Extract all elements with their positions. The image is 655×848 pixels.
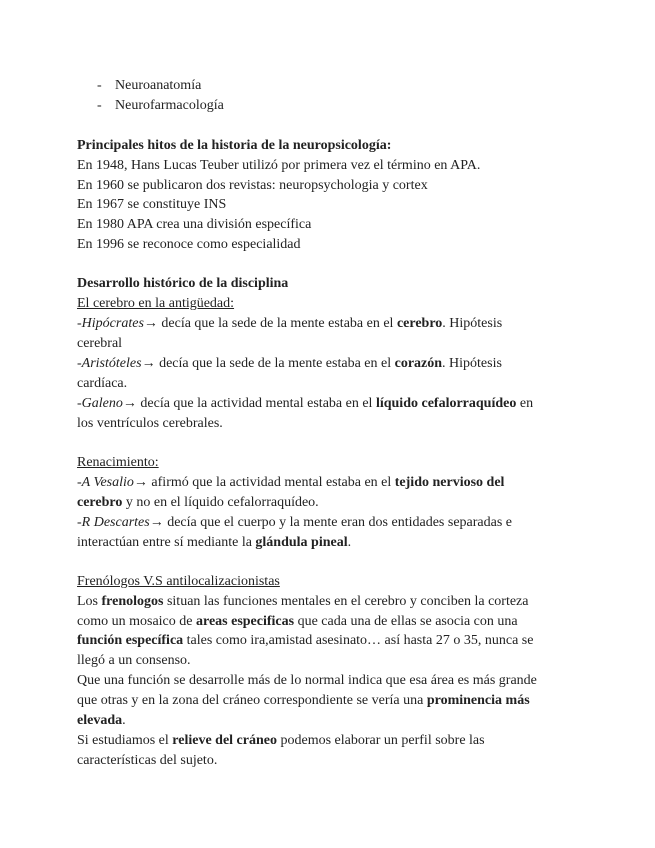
frenologos-p2-line: que otras y en la zona del cráneo correspondiente se vería una prominencia más bbox=[77, 693, 530, 708]
list-dash: - bbox=[97, 78, 102, 93]
hitos-line: En 1948, Hans Lucas Teuber utilizó por primera vez el término en APA. bbox=[77, 158, 481, 173]
frenologos-p1-line: como un mosaico de areas especificas que cada una de ellas se asocia con una bbox=[77, 614, 518, 629]
hitos-line: En 1960 se publicaron dos revistas: neuropsychologia y cortex bbox=[77, 178, 428, 193]
galeno-entry: -Galeno→ decía que la actividad mental estaba en el líquido cefalorraquídeo en bbox=[77, 396, 534, 411]
frenologos-p3-line: Si estudiamos el relieve del cráneo podemos elaborar un perfil sobre las bbox=[77, 733, 485, 748]
hipocrates-entry: -Hipócrates→ decía que la sede de la mente estaba en el cerebro. Hipótesis bbox=[77, 316, 503, 331]
antiguedad-subheading: El cerebro en la antigüedad: bbox=[77, 296, 235, 311]
frenologos-p3-line: características del sujeto. bbox=[77, 753, 218, 768]
list-dash: - bbox=[97, 98, 102, 113]
hipocrates-entry-cont: cerebral bbox=[77, 336, 123, 351]
vesalio-entry-cont: cerebro y no en el líquido cefalorraquídeo. bbox=[77, 495, 319, 510]
renacimiento-heading: Renacimiento: bbox=[77, 455, 159, 470]
hitos-line: En 1980 APA crea una división específica bbox=[77, 217, 312, 232]
desarrollo-heading: Desarrollo histórico de la disciplina bbox=[77, 276, 289, 291]
hitos-line: En 1967 se constituye INS bbox=[77, 197, 227, 212]
hitos-line: En 1996 se reconoce como especialidad bbox=[77, 237, 301, 252]
descartes-entry-cont: interactúan entre sí mediante la glándula pineal. bbox=[77, 535, 352, 550]
galeno-entry-cont: los ventrículos cerebrales. bbox=[77, 416, 223, 431]
aristoteles-entry-cont: cardíaca. bbox=[77, 376, 128, 391]
frenologos-p2-line: Que una función se desarrolle más de lo normal indica que esa área es más grande bbox=[77, 673, 537, 688]
frenologos-heading: Frenólogos V.S antilocalizacionistas bbox=[77, 574, 280, 589]
list-item: Neuroanatomía bbox=[115, 78, 202, 93]
frenologos-p1-line: función específica tales como ira,amistad asesinato… así hasta 27 o 35, nunca se bbox=[77, 633, 534, 648]
hitos-heading: Principales hitos de la historia de la neuropsicología: bbox=[77, 138, 392, 153]
frenologos-p1-line: llegó a un consenso. bbox=[77, 653, 191, 668]
list-item: Neurofarmacología bbox=[115, 98, 224, 113]
vesalio-entry: -A Vesalio→ afirmó que la actividad mental estaba en el tejido nervioso del bbox=[77, 475, 505, 490]
descartes-entry: -R Descartes→ decía que el cuerpo y la mente eran dos entidades separadas e bbox=[77, 515, 513, 530]
frenologos-p1-line: Los frenologos situan las funciones mentales en el cerebro y conciben la corteza bbox=[77, 594, 529, 609]
frenologos-p2-line: elevada. bbox=[77, 713, 126, 728]
aristoteles-entry: -Aristóteles→ decía que la sede de la mente estaba en el corazón. Hipótesis bbox=[77, 356, 502, 371]
